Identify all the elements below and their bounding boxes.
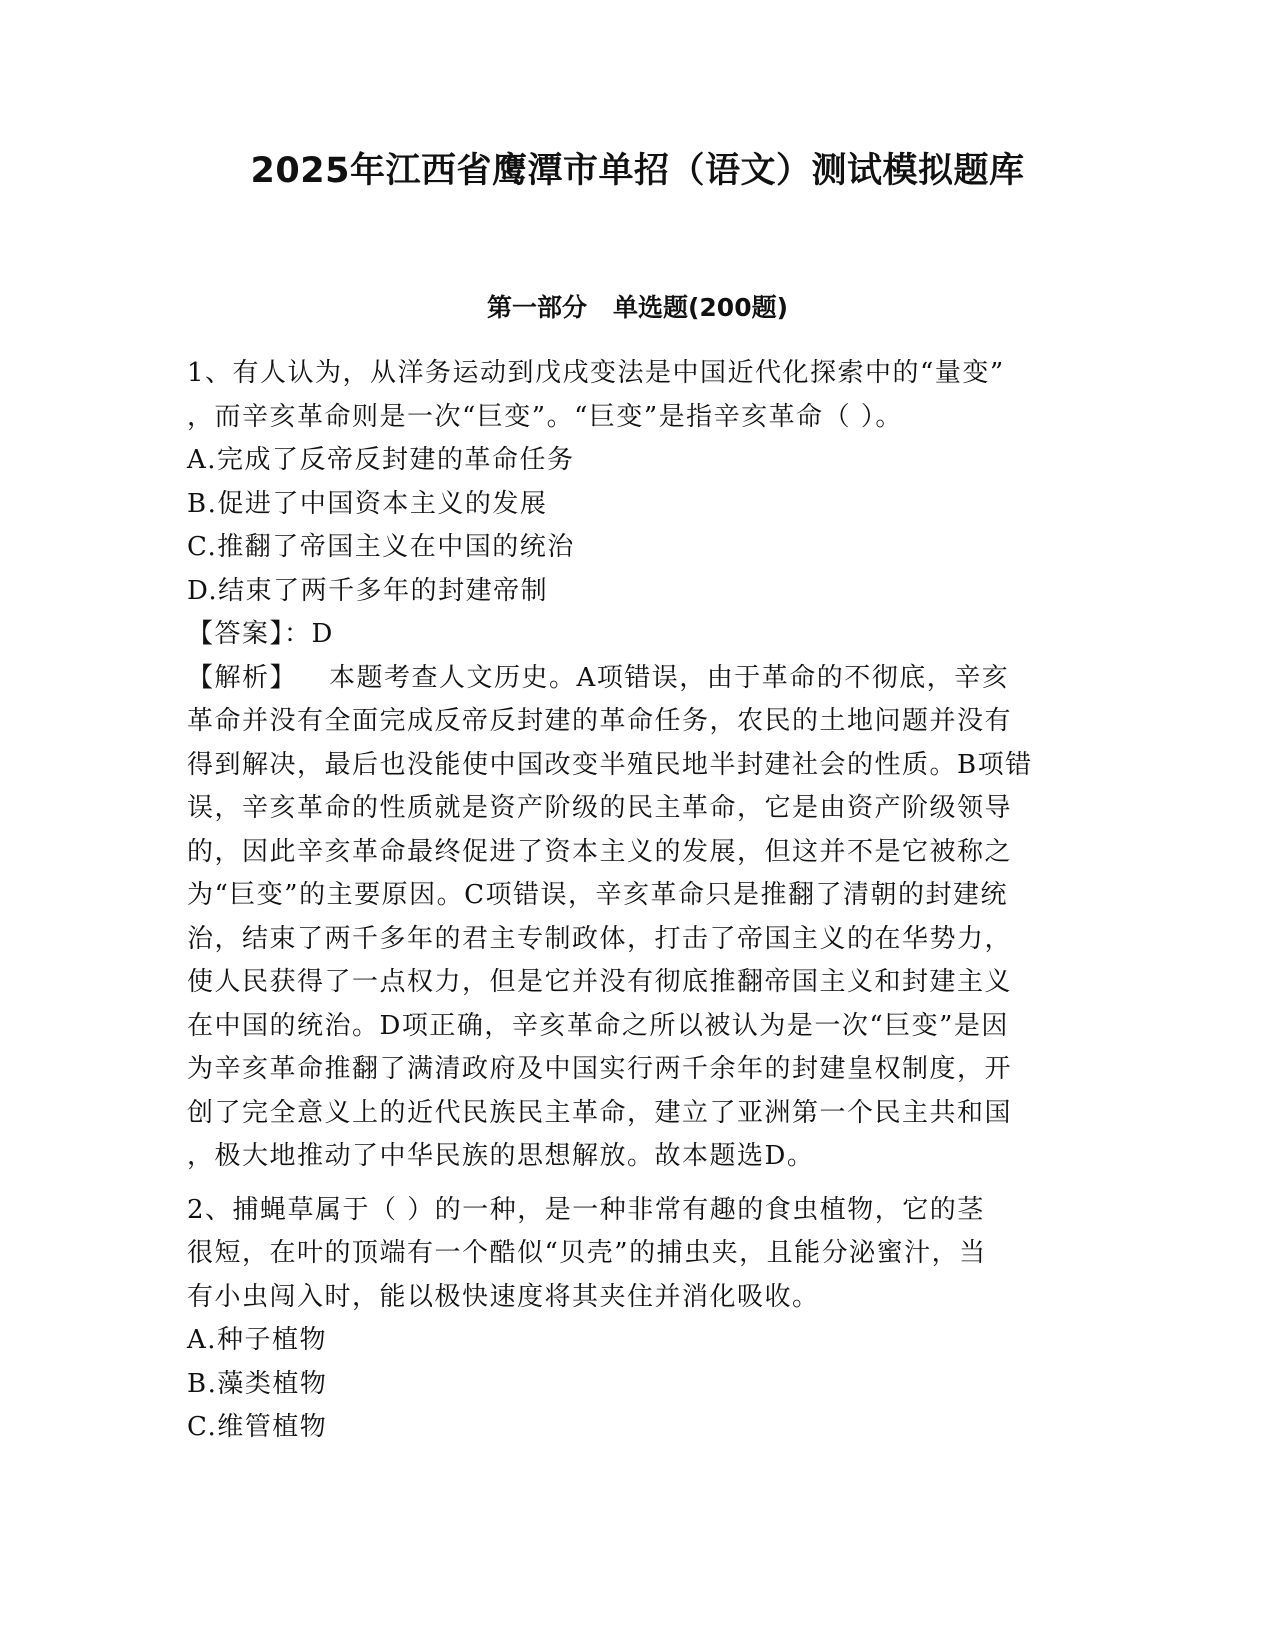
question-stem-line: ，而辛亥革命则是一次“巨变”。“巨变”是指辛亥革命（ ）。 (187, 401, 903, 432)
question-2 (187, 1189, 1087, 1450)
answer-label: 【答案】： (187, 619, 312, 649)
analysis-line: 为“巨变”的主要原因。C项错误，辛亥革命只是推翻了清朝的封建统 (187, 880, 1008, 910)
answer-value: D (311, 619, 334, 649)
analysis-line: 误，辛亥革命的性质就是资产阶级的民主革命，它是由资产阶级领导 (187, 793, 1013, 823)
option-a: A.完成了反帝反封建的革命任务 (187, 445, 575, 475)
question-stem-line: 2、捕蝇草属于（ ）的一种，是一种非常有趣的食虫植物，它的茎 (187, 1194, 985, 1225)
question-1 (187, 352, 1087, 1179)
analysis-line: 革命并没有全面完成反帝反封建的革命任务，农民的土地问题并没有 (187, 706, 1013, 736)
option-b: B.促进了中国资本主义的发展 (187, 488, 548, 519)
question-stem-line: 很短，在叶的顶端有一个酷似“贝壳”的捕虫夹，且能分泌蜜汁，当 (187, 1238, 987, 1268)
document-title: 2025年江西省鹰潭市单招（语文）测试模拟题库 (250, 151, 1025, 191)
option-c: C.推翻了帝国主义在中国的统治 (187, 532, 575, 562)
analysis-line (187, 657, 1087, 701)
analysis-line: 创了完全意义上的近代民族民主革命，建立了亚洲第一个民主共和国 (187, 1097, 1013, 1128)
section-name: 单选题(200题) (612, 293, 789, 322)
question-separator (187, 1179, 1087, 1189)
analysis-line: ，极大地推动了中华民族的思想解放。故本题选D。 (187, 1141, 815, 1171)
analysis-label: 【解析】 (187, 662, 298, 693)
option-c: C.维管植物 (187, 1412, 328, 1442)
option-b: B.藻类植物 (187, 1368, 328, 1399)
option-a: A.种子植物 (187, 1325, 328, 1355)
analysis-line: 治，结束了两千多年的君主专制政体，打击了帝国主义的在华势力， (187, 923, 1013, 954)
question-stem-line: 1、有人认为，从洋务运动到戊戌变法是中国近代化探索中的“量变” (187, 358, 1005, 388)
analysis-line: 的，因此辛亥革命最终促进了资本主义的发展，但这并不是它被称之 (187, 836, 1013, 867)
analysis-line: 使人民获得了一点权力，但是它并没有彻底推翻帝国主义和封建主义 (187, 967, 1013, 997)
analysis-line: 为辛亥革命推翻了满清政府及中国实行两千余年的封建皇权制度，开 (187, 1054, 1013, 1084)
analysis-text: 本题考查人文历史。A项错误，由于革命的不彻底，辛亥 (329, 662, 1010, 693)
option-d: D.结束了两千多年的封建帝制 (187, 575, 549, 606)
question-list (187, 352, 1087, 1450)
section-part: 第一部分 (486, 293, 587, 322)
question-stem-line: 有小虫闯入时，能以极快速度将其夹住并消化吸收。 (187, 1281, 820, 1312)
section-heading (0, 290, 1275, 326)
analysis-line: 在中国的统治。D项正确，辛亥革命之所以被认为是一次“巨变”是因 (187, 1010, 1009, 1041)
analysis-line: 得到解决，最后也没能使中国改变半殖民地半封建社会的性质。B项错 (187, 749, 1033, 780)
answer-line (187, 613, 1087, 657)
